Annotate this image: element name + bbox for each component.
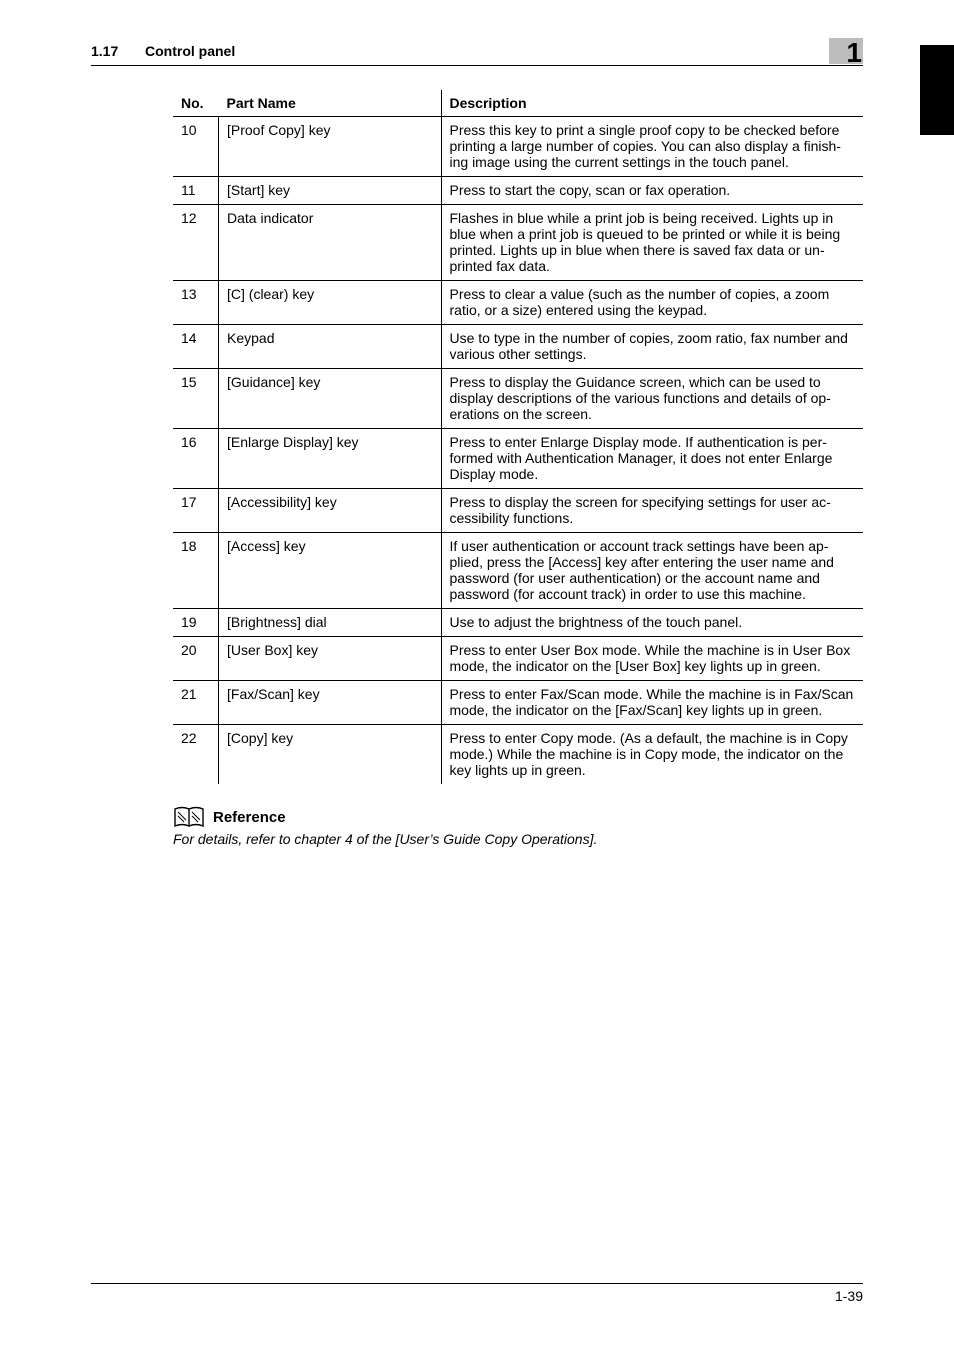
cell-no: 17	[173, 489, 219, 533]
cell-description: Use to adjust the brightness of the touch panel.	[441, 609, 863, 637]
reference-text: For details, refer to chapter 4 of the [User’s Guide Copy Operations].	[173, 831, 598, 847]
cell-part-name: [Access] key	[219, 533, 442, 609]
cell-part-name: [Fax/Scan] key	[219, 681, 442, 725]
parts-table	[173, 90, 863, 784]
cell-description: Press to enter Fax/Scan mode. While the machine is in Fax/Scan mode, the indicator on the [Fax/Scan] key lights up in green.	[441, 681, 863, 725]
column-header-part-name: Part Name	[219, 90, 442, 117]
table-row	[173, 489, 863, 533]
cell-no: 16	[173, 429, 219, 489]
cell-part-name: Keypad	[219, 325, 442, 369]
cell-part-name: [Guidance] key	[219, 369, 442, 429]
table-header-row	[173, 90, 863, 117]
cell-part-name: Data indicator	[219, 205, 442, 281]
reference-section	[173, 805, 863, 847]
table-row	[173, 325, 863, 369]
table-row	[173, 533, 863, 609]
table-row	[173, 681, 863, 725]
cell-part-name: [Copy] key	[219, 725, 442, 785]
cell-part-name: [Accessibility] key	[219, 489, 442, 533]
cell-no: 10	[173, 117, 219, 177]
chapter-number: 1	[846, 37, 862, 68]
cell-no: 15	[173, 369, 219, 429]
chapter-badge	[829, 37, 863, 68]
cell-description: Press to enter Enlarge Display mode. If authentication is per-formed with Authentication Manager, it does not enter Enlarge Display mode.	[441, 429, 863, 489]
cell-description: Press this key to print a single proof copy to be checked before printing a large number of copies. You can also display a finish-ing image using the current settings in the touch panel.	[441, 117, 863, 177]
page-header	[91, 37, 863, 68]
table-row	[173, 429, 863, 489]
section-number: 1.17	[91, 43, 119, 59]
cell-no: 12	[173, 205, 219, 281]
table-row	[173, 637, 863, 681]
reference-heading	[173, 805, 863, 829]
cell-no: 14	[173, 325, 219, 369]
cell-part-name: [Brightness] dial	[219, 609, 442, 637]
cell-description: Press to enter Copy mode. (As a default, the machine is in Copy mode.) While the machine is in Copy mode, the indicator on the key lights up in green.	[449, 730, 848, 778]
cell-no: 13	[173, 281, 219, 325]
chapter-tab-marker	[920, 45, 954, 135]
table-row	[173, 725, 863, 785]
column-header-no: No.	[173, 90, 219, 117]
cell-description: Press to display the screen for specifying settings for user ac-cessibility functions.	[441, 489, 863, 533]
cell-part-name: [Start] key	[219, 177, 442, 205]
cell-no: 11	[173, 177, 219, 205]
cell-no: 22	[181, 730, 197, 746]
table-body	[173, 117, 863, 785]
page-number: 1-39	[834, 1288, 863, 1304]
cell-description: Flashes in blue while a print job is being received. Lights up in blue when a print job is queued to be printed or while it is being printed. Lights up in blue when there is saved fax data or un-printed fax data.	[441, 205, 863, 281]
table-row	[173, 609, 863, 637]
table-row	[173, 281, 863, 325]
table-row	[173, 205, 863, 281]
reference-title: Reference	[213, 808, 286, 826]
cell-no: 21	[173, 681, 219, 725]
cell-description: If user authentication or account track settings have been ap-plied, press the [Access] key after entering the user name and password (for user authentication) or the account name and password (for account track) in order to use this machine.	[441, 533, 863, 609]
cell-description: Press to display the Guidance screen, which can be used to display descriptions of the various functions and details of op-erations on the screen.	[441, 369, 863, 429]
section-title: Control panel	[145, 43, 236, 59]
cell-no: 18	[173, 533, 219, 609]
cell-description: Press to clear a value (such as the number of copies, a zoom ratio, or a size) entered using the keypad.	[441, 281, 863, 325]
cell-part-name: [Proof Copy] key	[219, 117, 442, 177]
cell-description: Press to enter User Box mode. While the machine is in User Box mode, the indicator on the [User Box] key lights up in green.	[441, 637, 863, 681]
cell-part-name: [User Box] key	[219, 637, 442, 681]
book-icon	[173, 806, 207, 828]
cell-description: Use to type in the number of copies, zoom ratio, fax number and various other settings.	[441, 325, 863, 369]
table-row	[173, 177, 863, 205]
cell-description: Press to start the copy, scan or fax operation.	[441, 177, 863, 205]
page-footer	[91, 1283, 863, 1304]
cell-no: 20	[173, 637, 219, 681]
table-row	[173, 117, 863, 177]
cell-part-name: [Enlarge Display] key	[219, 429, 442, 489]
table-row	[173, 369, 863, 429]
cell-no: 19	[173, 609, 219, 637]
cell-part-name: [C] (clear) key	[219, 281, 442, 325]
column-header-description: Description	[441, 90, 863, 117]
